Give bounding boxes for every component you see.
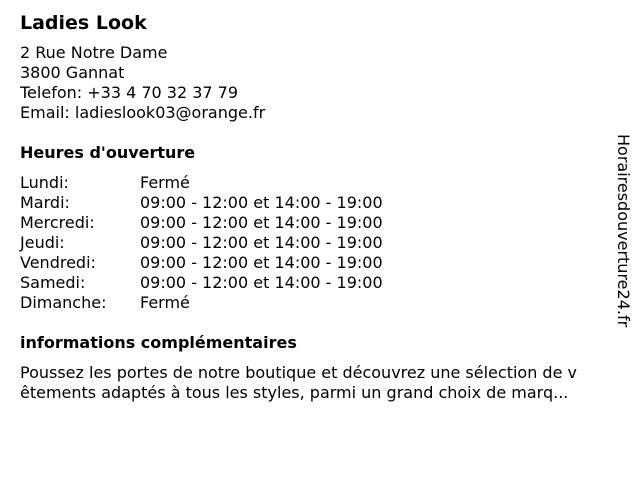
address-street: 2 Rue Notre Dame [20, 43, 168, 62]
hours-row-wednesday [20, 213, 620, 233]
day-label: Jeudi: [20, 233, 65, 252]
day-hours: Fermé [140, 173, 190, 192]
hours-row-thursday [20, 233, 620, 253]
business-name: Ladies Look [20, 12, 147, 34]
day-hours: 09:00 - 12:00 et 14:00 - 19:00 [140, 193, 383, 212]
day-label: Dimanche: [20, 293, 107, 312]
hours-row-friday [20, 253, 620, 273]
day-label: Mercredi: [20, 213, 95, 232]
day-label: Vendredi: [20, 253, 96, 272]
info-description-line: Poussez les portes de notre boutique et découvrez une sélection de v [20, 363, 577, 382]
day-label: Mardi: [20, 193, 70, 212]
phone-line: Telefon: +33 4 70 32 37 79 [20, 83, 239, 102]
hours-row-saturday [20, 273, 620, 293]
day-hours: 09:00 - 12:00 et 14:00 - 19:00 [140, 213, 383, 232]
email-line: Email: ladieslook03@orange.fr [20, 103, 266, 122]
day-hours: 09:00 - 12:00 et 14:00 - 19:00 [140, 273, 383, 292]
info-description-line: êtements adaptés à tous les styles, parmi un grand choix de marq... [20, 383, 569, 402]
brand-watermark: Horairesdouverture24.fr [614, 134, 633, 328]
address-block [20, 43, 620, 123]
day-label: Lundi: [20, 173, 69, 192]
hours-row-monday [20, 173, 620, 193]
day-hours: 09:00 - 12:00 et 14:00 - 19:00 [140, 253, 383, 272]
day-hours: 09:00 - 12:00 et 14:00 - 19:00 [140, 233, 383, 252]
business-card [20, 10, 620, 403]
day-hours: Fermé [140, 293, 190, 312]
hours-row-tuesday [20, 193, 620, 213]
info-title: informations complémentaires [20, 333, 297, 352]
opening-hours-list [20, 173, 620, 313]
hours-row-sunday [20, 293, 620, 313]
address-city: 3800 Gannat [20, 63, 125, 82]
info-description [20, 363, 620, 403]
day-label: Samedi: [20, 273, 86, 292]
hours-title: Heures d'ouverture [20, 143, 196, 162]
